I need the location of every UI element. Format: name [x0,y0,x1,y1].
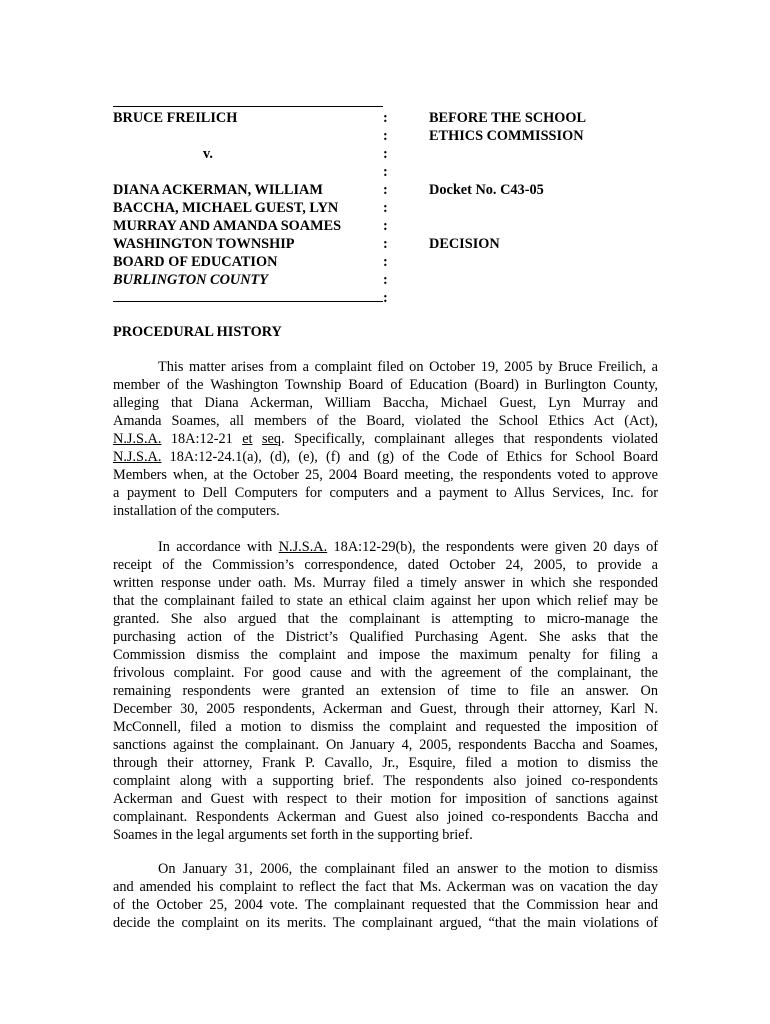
paragraph-line: This matter arises from a complaint filed on October 19, 2005 by Bruce Freilich, a [158,359,658,375]
paragraph-line: complaint along with a supporting brief. The respondents also joined co-respondents [113,773,658,789]
county-line: BURLINGTON COUNTY [113,272,269,288]
caption-colon: : [383,254,388,270]
board-line: BOARD OF EDUCATION [113,254,278,270]
paragraph-line: receipt of the Commission’s correspondence, dated October 24, 2005, to provide a [113,557,658,573]
paragraph-line: member of the Washington Township Board of Education (Board) in Burlington County, [113,377,658,393]
paragraph-line: McConnell, filed a motion to dismiss the complaint and requested the imposition of [113,719,658,735]
caption-colon: : [383,128,388,144]
respondents-line: MURRAY AND AMANDA SOAMES [113,218,342,234]
paragraph-2 [113,538,658,844]
paragraph-line: sanctions against the complainant. On January 4, 2005, respondents Baccha and Soames, [113,737,658,753]
caption-colon: : [383,200,388,216]
paragraph-line: Ackerman and Guest with respect to their motion for imposition of sanctions against [113,791,658,807]
paragraph-line: purchasing action of the District’s Qualified Purchasing Agent. She asks that the [113,629,658,645]
tribunal-line-1: BEFORE THE SCHOOL [429,110,587,126]
section-heading: PROCEDURAL HISTORY [113,324,282,340]
caption-parties [113,109,383,289]
paragraph-line: N.J.S.A. 18A:12-24.1(a), (d), (e), (f) and (g) of the Code of Ethics for School Board [113,449,658,465]
et-seq: et [242,431,253,447]
respondents-line: BACCHA, MICHAEL GUEST, LYN [113,200,339,216]
caption-blank-line [113,127,383,145]
docket-number: Docket No. C43-05 [429,182,544,198]
paragraph-1 [113,358,658,520]
statute-cite: N.J.S.A. [113,449,162,465]
paragraph-line: alleging that Diana Ackerman, William Baccha, Michael Guest, Lyn Murray and [113,395,658,411]
paragraph-line: that the complainant failed to state an ethical claim against her upon which relief may be [113,593,658,609]
decision-label: DECISION [429,236,500,252]
paragraph-line: Soames in the legal arguments set forth in the supporting brief. [113,827,473,843]
paragraph-line: a payment to Dell Computers for computers and a payment to Allus Services, Inc. for [113,485,658,501]
caption-colon: : [383,164,388,180]
paragraph-line: complainant. Respondents Ackerman and Guest also joined co-respondents Baccha and [113,809,658,825]
paragraph-line: granted. She also argued that the complainant is attempting to micro-manage the [113,611,658,627]
respondents-line: DIANA ACKERMAN, WILLIAM [113,182,323,198]
paragraph-line: Members when, at the October 25, 2004 Board meeting, the respondents voted to approve [113,467,658,483]
paragraph-line: of the October 25, 2004 vote. The complainant requested that the Commission hear and [113,897,658,913]
paragraph-line: N.J.S.A. 18A:12-21 et seq. Specifically, complainant alleges that respondents violated [113,431,658,447]
versus-label: v. [203,146,213,162]
caption-colon: : [383,146,388,162]
paragraph-line: In accordance with N.J.S.A. 18A:12-29(b), the respondents were given 20 days of [158,539,658,555]
caption-colon: : [383,182,388,198]
paragraph-3 [113,860,658,932]
statute-cite: N.J.S.A. [278,539,328,555]
caption-colon: : [383,290,388,306]
caption-tribunal [429,109,669,253]
paragraph-line: Amanda Soames, all members of the Board, violated the School Ethics Act (Act), [113,413,658,429]
paragraph-line: decide the complaint on its merits. The complainant argued, “that the main violations of [113,915,658,931]
case-caption [113,96,673,311]
caption-colon: : [383,110,388,126]
paragraph-line: On January 31, 2006, the complainant filed an answer to the motion to dismiss [158,861,658,877]
complainant-name: BRUCE FREILICH [113,110,238,126]
caption-bottom-rule [113,301,383,302]
paragraph-line: frivolous complaint. For good cause and with the agreement of the complainant, the [113,665,658,681]
paragraph-line: and amended his complaint to reflect the fact that Ms. Ackerman was on vacation the day [113,879,658,895]
caption-colon: : [383,218,388,234]
paragraph-line: December 30, 2005 respondents, Ackerman and Guest, through their attorney, Karl N. [113,701,658,717]
paragraph-line: remaining respondents were granted an extension of time to file an answer. On [113,683,658,699]
paragraph-line: Commission dismiss the complaint and impose the maximum penalty for filing a [113,647,658,663]
caption-blank-line [113,163,383,181]
paragraph-line: installation of the computers. [113,503,280,519]
statute-cite: N.J.S.A. [113,431,162,447]
caption-colon: : [383,236,388,252]
caption-top-rule [113,106,383,107]
paragraph-line: through their attorney, Frank P. Cavallo, Jr., Esquire, filed a motion to dismiss the [113,755,658,771]
paragraph-line: written response under oath. Ms. Murray filed a timely answer in which she responded [113,575,658,591]
caption-colon-column [383,109,393,307]
tribunal-line-2: ETHICS COMMISSION [429,128,584,144]
board-line: WASHINGTON TOWNSHIP [113,236,295,252]
caption-colon: : [383,272,388,288]
